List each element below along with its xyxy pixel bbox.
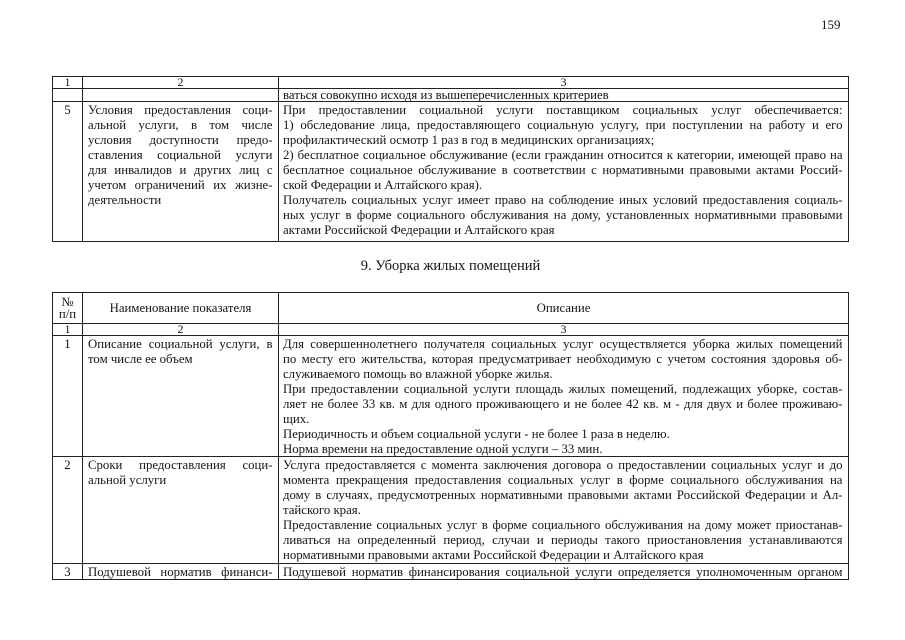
page-number: 159 bbox=[821, 17, 841, 32]
column-number-cell: 3 bbox=[278, 324, 848, 335]
row-number-cell: 2 bbox=[64, 458, 71, 472]
table-row bbox=[53, 335, 848, 456]
table-column-numbers-row bbox=[53, 77, 848, 88]
text-line: дому в случаях, предусмотренных нормативными правовыми актами Российской Федерации и Ал- bbox=[283, 488, 843, 502]
text-line: Подушевой норматив финансирования социальной услуги определяется уполномоченным органом bbox=[283, 565, 843, 579]
description-cell bbox=[278, 564, 848, 579]
service-table bbox=[52, 292, 849, 580]
text-line: служиваемого помощь во влажной уборке жилья. bbox=[283, 367, 553, 381]
text-line: Для совершеннолетнего получателя социальных услуг осуществляется уборка жилых помещений bbox=[283, 337, 843, 351]
table-row bbox=[53, 563, 848, 579]
text-line: том числе ее объем bbox=[88, 352, 193, 366]
description-cell bbox=[278, 457, 848, 563]
text-line: момента прекращения предоставления социальных услуг в форме социального обслуживания на bbox=[283, 473, 843, 487]
text-line: для инвалидов и других лиц с bbox=[88, 163, 273, 177]
indicator-name-cell bbox=[82, 89, 278, 101]
table-column-numbers-row bbox=[53, 323, 848, 335]
text-line: Получатель социальных услуг имеет право на соблюдение иных условий предоставления социаль- bbox=[283, 193, 843, 207]
description-cell bbox=[278, 89, 848, 101]
table-row bbox=[53, 88, 848, 101]
text-line: ской Федерации и Алтайского края). bbox=[283, 178, 483, 192]
text-line: Сроки предоставления соци- bbox=[88, 458, 273, 472]
text-line: щих. bbox=[283, 412, 310, 426]
indicator-name-cell bbox=[82, 457, 278, 563]
text-line: ваться совокупно исходя из вышеперечисленных критериев bbox=[283, 88, 609, 102]
text-line: Норма времени на предоставление одной услуги – 33 мин. bbox=[283, 442, 603, 456]
row-number-cell bbox=[53, 89, 82, 101]
description-cell bbox=[278, 102, 848, 241]
column-number-cell: 2 bbox=[82, 324, 278, 335]
number-column-header bbox=[53, 293, 82, 323]
text-line: Периодичность и объем социальной услуги - не более 1 раза в неделю. bbox=[283, 427, 670, 441]
column-number-cell: 3 bbox=[278, 77, 848, 88]
column-number-cell: 2 bbox=[82, 77, 278, 88]
text-line: нормативными правовыми актами Российской Федерации и Алтайского края bbox=[283, 548, 704, 562]
column-number-cell: 1 bbox=[64, 322, 71, 336]
text-line: При предоставлении социальной услуги поставщиком социальных услуг обеспечивается: bbox=[283, 103, 843, 117]
text-line: актами Российской Федерации и Алтайского края bbox=[283, 223, 555, 237]
text-line: Описание социальной услуги, в bbox=[88, 337, 273, 351]
row-number-cell: 5 bbox=[64, 103, 71, 117]
text-line: альной услуги, в том числе bbox=[88, 118, 273, 132]
section-title: 9. Уборка жилых помещений bbox=[360, 258, 541, 274]
table-row bbox=[53, 456, 848, 563]
description-column-header: Описание bbox=[278, 293, 848, 323]
indicator-name-cell bbox=[82, 102, 278, 241]
text-line: учетом ограничений их жизне- bbox=[88, 178, 273, 192]
row-number-cell: 1 bbox=[64, 337, 71, 351]
text-line: Предоставление социальных услуг в форме социального обслуживания на дому может приостанав- bbox=[283, 518, 843, 532]
text-line: условия доступности предо- bbox=[88, 133, 273, 147]
text-line: ляет не более 33 кв. м для одного проживающего и не более 42 кв. м - для двух и более проживаю- bbox=[283, 397, 843, 411]
text-line: профилактический осмотр 1 раз в год в медицинских организациях; bbox=[283, 133, 655, 147]
indicator-name-cell bbox=[82, 336, 278, 456]
number-abbreviation: п/п bbox=[58, 307, 77, 321]
table-header-row bbox=[53, 293, 848, 323]
text-line: Подушевой норматив финанси- bbox=[88, 565, 273, 579]
text-line: Условия предоставления соци- bbox=[88, 103, 273, 117]
text-line: Услуга предоставляется с момента заключения договора о предоставлении социальных услуг и до bbox=[283, 458, 843, 472]
table-row bbox=[53, 101, 848, 241]
number-sign: № bbox=[61, 295, 74, 309]
text-line: тайского края. bbox=[283, 503, 361, 517]
text-line: бесплатное социальное обслуживание в соответствии с нормативными правовыми актами Россий- bbox=[283, 163, 843, 177]
indicator-name-cell bbox=[82, 564, 278, 579]
text-line: деятельности bbox=[88, 193, 162, 207]
text-line: 1) обследование лица, предоставляющего социальную услугу, при поступлении на работу и его bbox=[283, 118, 843, 132]
text-line: альной услуги bbox=[88, 473, 167, 487]
description-cell bbox=[278, 336, 848, 456]
indicator-name-column-header: Наименование показателя bbox=[82, 293, 278, 323]
column-number-cell: 1 bbox=[64, 75, 71, 89]
text-line: ных услуг в форме социального обслуживания на дому, установленных нормативными правовыми bbox=[283, 208, 843, 222]
text-line: ставления социальной услуги bbox=[88, 148, 273, 162]
text-line: При предоставлении социальной услуги площадь жилых помещений, подлежащих уборке, состав- bbox=[283, 382, 843, 396]
text-line: 2) бесплатное социальное обслуживание (если гражданин относится к категории, имеющей право на bbox=[283, 148, 843, 162]
text-line: по месту его жительства, которая предусматривает необходимую с учетом состояния здоровья об- bbox=[283, 352, 843, 366]
row-number-cell: 3 bbox=[64, 565, 71, 579]
continuation-table bbox=[52, 76, 849, 242]
text-line: ливаться на определенный период, случаи и периоды такого приостановления устанавливаются bbox=[283, 533, 843, 547]
